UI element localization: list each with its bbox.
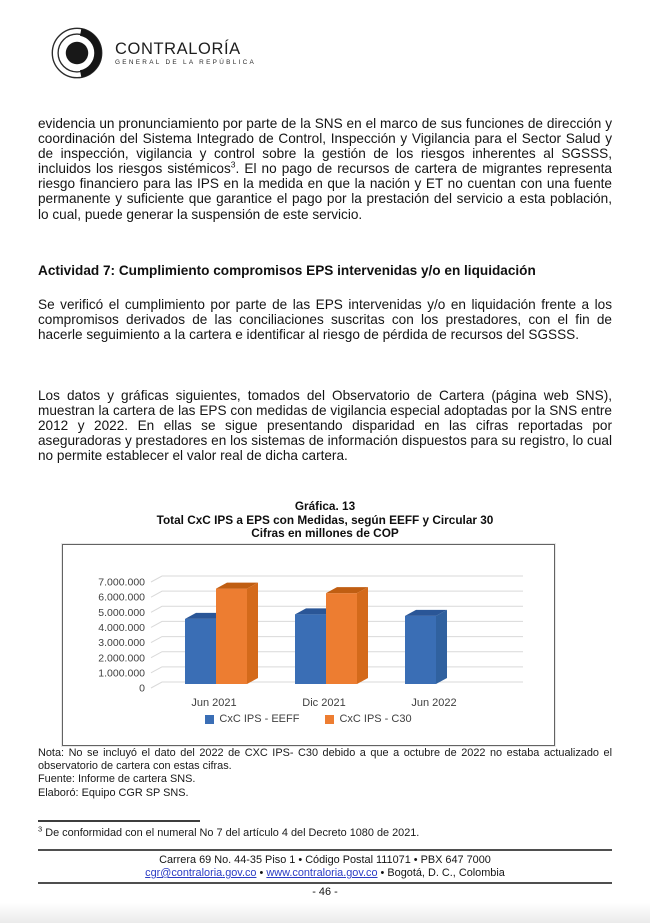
- legend-swatch: [205, 715, 214, 724]
- paragraph-1-text: evidencia un pronunciamiento por parte de la SNS en el marco de sus funciones de dirección y coordinación del Sistema Integrado de Control, Inspección y Vigilancia para el Sector Salud y de inspección, vigilancia y control sobre la gestión de los riesgos inherentes al SGSSS, incluidos los riesgos sistémicos: [38, 116, 612, 177]
- cgr-logo-text: [115, 41, 256, 66]
- legend-item: [325, 713, 411, 725]
- footer-address: Carrera 69 No. 44-35 Piso 1 • Código Postal 111071 • PBX 647 7000: [159, 854, 491, 866]
- brand-subtitle: GENERAL DE LA REPÚBLICA: [115, 58, 257, 66]
- footnote-divider: [38, 820, 200, 822]
- legend-item: [205, 713, 299, 725]
- chart-title: [38, 500, 612, 541]
- chart-title-line-2: Total CxC IPS a EPS con Medidas, según EEFF y Circular 30: [156, 512, 494, 527]
- gridline: [151, 576, 523, 582]
- paragraph-1-text-cont: . El no pago de recursos de cartera de migrantes representa riesgo financiero para las IPS en la medida en que la nación y ET no cuentan con una fuente permanente y suficiente que garantice el pago por la prestación del servicio a esta población, lo cual, puede generar la suspensión de este servicio.: [38, 161, 612, 222]
- footnote-ref-3: 3: [230, 159, 236, 170]
- paragraph-2: Se verificó el cumplimiento por parte de las EPS intervenidas y/o en liquidación frente a los compromisos derivados de las conciliaciones suscritas con los prestadores, con el fin de hacerle seguimiento a la cartera e identificar al riesgo de pérdida de recursos del SGSSS.: [38, 297, 612, 343]
- paragraph-3: Los datos y gráficas siguientes, tomados del Observatorio de Cartera (página web SNS), muestran la cartera de las EPS con medidas de vigilancia especial adoptadas por la SNS entre 2012 y 2022. En ellas se sigue presentando disparidad en las cifras reportadas por aseguradoras y prestadores en los sistemas de información dispuestos para su registro, lo cual no permite establecer el valor real de dicha cartera.: [38, 388, 612, 464]
- footer-rule-top: [38, 849, 612, 851]
- y-tick-label: 2.000.000: [98, 652, 145, 665]
- cgr-logo: [46, 22, 256, 84]
- legend-label: CxC IPS - EEFF: [219, 713, 300, 725]
- prepared-by-text: Elaboró: Equipo CGR SP SNS.: [38, 786, 189, 799]
- footnote-3-text: De conformidad con el numeral No 7 del artículo 4 del Decreto 1080 de 2021.: [42, 827, 420, 839]
- chart-title-line-1: Gráfica. 13: [294, 499, 356, 513]
- x-tick-label: Jun 2021: [191, 697, 237, 709]
- footer-separator-2: •: [377, 867, 388, 879]
- legend-swatch: [325, 715, 334, 724]
- chart-title-line-3: Cifras en millones de COP: [251, 526, 399, 541]
- y-tick-label: 4.000.000: [98, 622, 145, 635]
- y-tick-label: 3.000.000: [98, 637, 145, 650]
- chart-legend: [63, 713, 554, 725]
- y-tick-label: 5.000.000: [98, 606, 145, 619]
- section-heading-actividad-7: Actividad 7: Cumplimiento compromisos EPS intervenidas y/o en liquidación: [38, 263, 536, 278]
- y-tick-label: 6.000.000: [98, 591, 145, 604]
- footer-rule-bottom: [38, 882, 612, 884]
- footnote-3: [38, 824, 612, 840]
- chart: [62, 544, 555, 746]
- chart-notes: [38, 747, 612, 800]
- y-tick-label: 7.000.000: [98, 576, 145, 589]
- footnote-3-number: 3: [38, 824, 43, 834]
- footer-contacts: [38, 867, 612, 879]
- x-tick-label: Dic 2021: [302, 697, 346, 709]
- footer-email-link[interactable]: cgr@contraloria.gov.co: [145, 867, 257, 879]
- note-text: Nota: No se incluyó el dato del 2022 de CXC IPS- C30 debido a que a octubre de 2022 no estaba actualizado el observatorio de cartera con estas cifras.: [38, 747, 612, 773]
- chart-bar: [326, 587, 368, 684]
- legend-label: CxC IPS - C30: [339, 713, 412, 725]
- source-text: Fuente: Informe de cartera SNS.: [38, 773, 196, 786]
- cgr-logo-icon: [46, 22, 108, 84]
- footer-separator: •: [256, 867, 267, 879]
- brand-name: CONTRALORÍA: [115, 39, 241, 58]
- chart-bar: [405, 610, 447, 684]
- chart-bar: [216, 583, 258, 684]
- footer-city: Bogotá, D. C., Colombia: [387, 867, 505, 879]
- x-tick-label: Jun 2022: [411, 697, 457, 709]
- page-edge-shadow: [0, 903, 650, 923]
- page-number: - 46 -: [312, 886, 338, 898]
- y-tick-label: 0: [139, 682, 145, 695]
- footer-website-link[interactable]: www.contraloria.gov.co: [266, 867, 378, 879]
- paragraph-1: [38, 116, 612, 222]
- y-tick-label: 1.000.000: [98, 667, 145, 680]
